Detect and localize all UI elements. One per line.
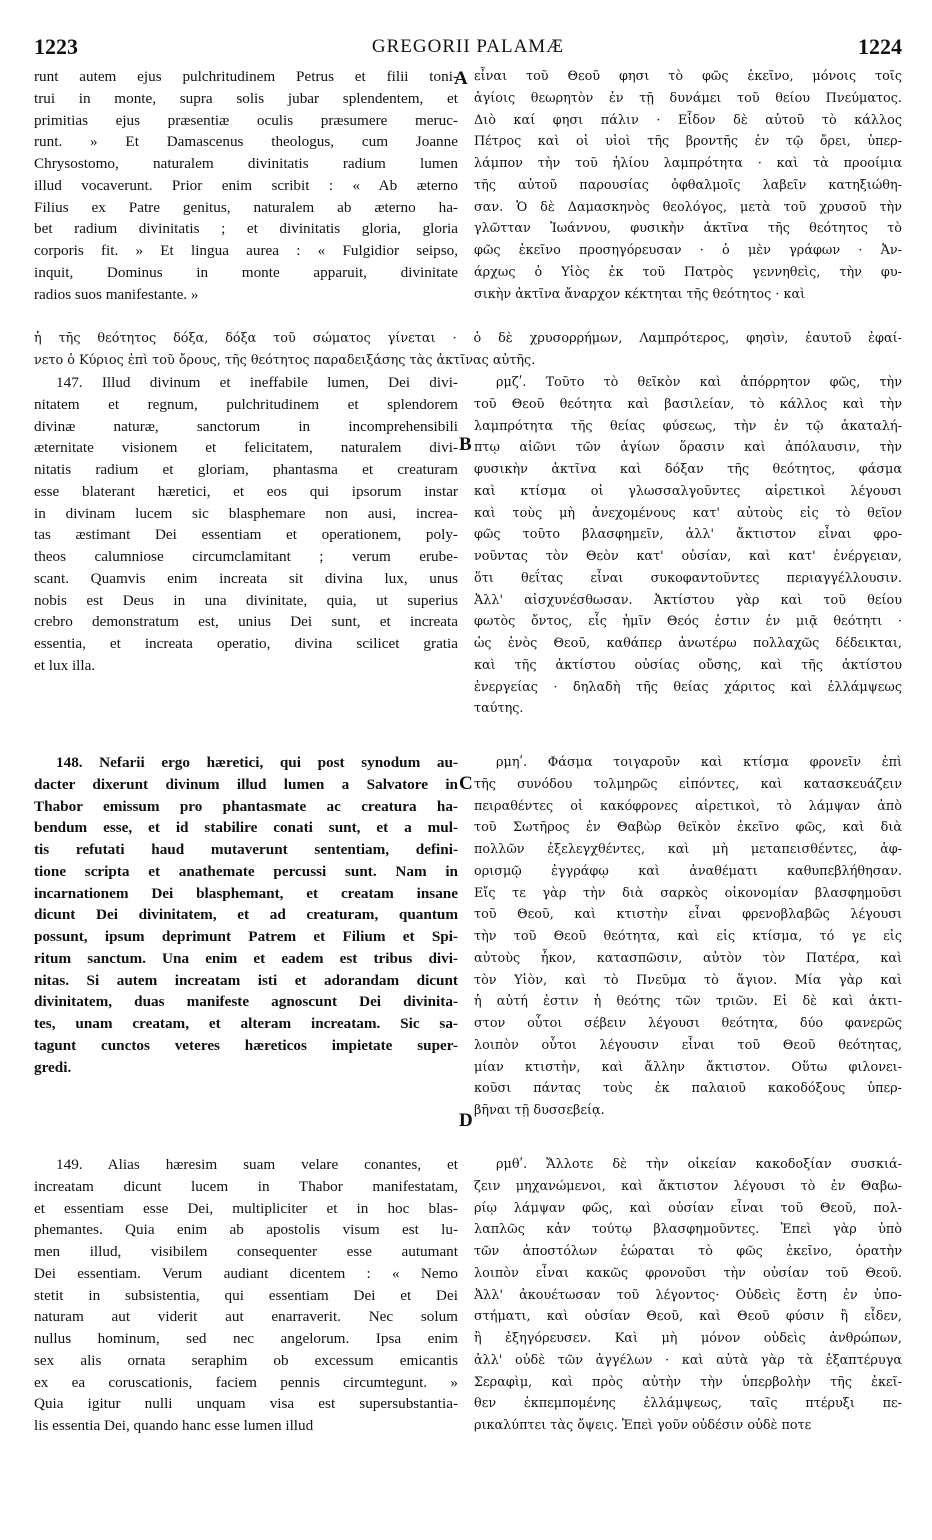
text-line: ρμθʹ. Ἄλλοτε δὲ τὴν οἰκείαν κακοδοξίαν συσκιά- — [496, 1157, 902, 1172]
text-line: σαν. Ὁ δὲ Δαμασκηνὸς θεολόγος, μετὰ τοῦ χρυσοῦ τὴν — [474, 199, 902, 215]
greek-section-149 — [474, 1154, 902, 1437]
text-line: illud vocaverunt. Prior enim scribit : « Ab æterno — [34, 176, 458, 194]
text-line: φῶς τοῦτο βλασφημεῖν, ἀλλ' ἄκτιστον εἶναι φρο- — [474, 527, 902, 543]
text-line: ρικαλύπτει τὰς ὄψεις. Ἐπεὶ γοῦν οὐδέσιν οὐδὲ ποτε — [474, 1418, 812, 1433]
text-line: possunt, ipsum deprimunt Patrem et Filium et Spi- — [34, 928, 458, 945]
text-line: nitatem et regnum, pulchritudinem et splendorem — [34, 395, 458, 413]
text-line: Σεραφὶμ, καὶ πρὸς αὐτὴν τὴν ὑπερβολὴν τῆς ἐκεῖ- — [474, 1374, 902, 1390]
text-line: θεν ἐκπεμπομένης ἐλλάμψεως, ταῖς πτέρυξι πε- — [474, 1396, 902, 1412]
text-line: τῆς συνόδου τολμηρῶς εἰπόντες, καὶ κατασκευάζειν — [474, 776, 902, 792]
text-line: ταύτης. — [474, 701, 524, 717]
text-line: τοῦ Θεοῦ θεότητα καὶ βασιλείαν, τὸ κάλλος καὶ τὴν — [474, 396, 902, 412]
text-line: nitatis radium et gloriam, phantasma et creaturam — [34, 461, 458, 478]
text-line: runt autem ejus pulchritudinem Petrus et filii toni- — [34, 68, 458, 85]
text-line: primitias ejus præsentiæ oculis præsumere meruc- — [34, 111, 458, 129]
page-number-right: 1224 — [858, 34, 902, 59]
page-number-left: 1223 — [34, 34, 78, 59]
text-line: πολλῶν ἐξελεγχθέντες, καὶ μὴ μεταπεισθέντες, ἀφ- — [474, 842, 902, 857]
text-line: σικὴν ἀκτῖνα ἄναρχον κέκτηται τῆς θεότητος · καὶ — [474, 286, 806, 302]
text-line: νετο ὁ Κύριος ἐπὶ τοῦ ὄρους, τῆς θεότητος παραδειξάσης τὰς ἀκτῖνας αὐτῆς. — [34, 352, 536, 368]
text-line: ζειν μηχανώμενοι, καὶ ἄκτιστον λέγουσι τὸ ἐν Θαβω- — [474, 1178, 902, 1194]
text-line: Filius ex Patre genitus, naturalem ab æterno ha- — [34, 198, 458, 216]
text-line: Thabor emissum pro phantasmate ac creatura ha- — [34, 797, 458, 815]
text-line: Ἀλλ' ἀκουέτωσαν τοῦ λέγοντος· Οὐδεὶς ἔστη ἐν ὑπο- — [474, 1287, 902, 1303]
text-line: stetit in subsistentia, qui essentiam Dei et Dei — [34, 1286, 458, 1304]
text-line: Dei essentiam. Verum audiant dicentem : « Nemo — [34, 1264, 458, 1282]
text-line: crebro demonstratum est, unius Dei sunt, et increata — [34, 613, 458, 631]
text-line: radios suos manifestante. » — [34, 285, 199, 303]
text-line: τῶν ἀποστόλων ἑώραται τὸ φῶς ἐκεῖνο, ὁρατὴν — [474, 1244, 902, 1259]
section-marker-c: C — [459, 773, 473, 794]
running-title: GREGORII PALAMÆ — [371, 36, 565, 57]
text-line: divinæ naturæ, sanctorum in incomprehensibili — [34, 417, 458, 435]
text-line: νοῦντας τὸν Θεὸν κατ' οὐσίαν, καὶ κατ' ἐνέργειαν, — [474, 549, 902, 564]
text-line: tione scripta et anathemate percussi sunt. Nam in — [34, 862, 458, 880]
text-line: in divinam lucem sic blasphemare non ausi, increa- — [34, 504, 458, 522]
text-line: increatam dicunt lucem in Thabor manifestatam, — [34, 1177, 458, 1195]
text-line: ὅτι θεΐτας εἶναι συκοφαντοῦντες περιαγγέλλουσιν. — [474, 570, 902, 586]
text-line: γλῶτταν Ἰωάννου, φυσικὴν ἀκτῖνα τῆς θεότητος τὸ — [474, 221, 902, 237]
text-line: ἐνεργείας · δηλαδὴ τῆς θείας χάριτος καὶ ἐλλάμψεως — [474, 679, 902, 695]
text-line: dacter dixerunt divinum illud lumen a Salvatore in — [34, 775, 458, 793]
text-line: tis refutati haud mutaverunt sententiam, defini- — [34, 841, 458, 858]
text-line: μίαν κτιστὴν, καὶ ἄλλην ἄκτιστον. Οὕτω φιλονει- — [474, 1059, 902, 1075]
greek-section-148 — [474, 752, 902, 1122]
page-header — [34, 34, 902, 64]
text-line: τῆς αὐτοῦ παρουσίας ὀφθαλμοῖς λαβεῖν κατηξιώθη- — [474, 177, 902, 193]
text-line: ορισμῷ ἐγγράφῳ καὶ ἀναθέματι καθυπεβλήθησαν. — [474, 863, 902, 879]
text-line: 149. Alias hæresim suam velare conantes, et — [56, 1156, 458, 1173]
text-line: καὶ κτίσμα οἱ γλωσσαλγοῦντες αἱρετικοὶ λέγουσι — [474, 483, 902, 499]
text-line: Ἀλλ' αἰσχυνέσθωσαν. Ἀκτίστου γὰρ καὶ τοῦ θείου — [474, 592, 902, 608]
text-line: ρμηʹ. Φάσμα τοιγαροῦν καὶ κτίσμα φρονεῖν ἐπὶ — [496, 755, 902, 770]
text-line: dicunt Dei divinitatem, et ad creaturam, quantum — [34, 906, 458, 924]
text-line: runt. » Et Damascenus theologus, cum Joanne — [34, 133, 458, 151]
text-line: ex ea coruscationis, faciem pennis circumtegunt. » — [34, 1373, 458, 1391]
text-line: κοῦσι πάντας τοὺς ἐκ παλαιοῦ κακοδόξους ὑπερ- — [474, 1081, 902, 1097]
text-line: sex alis ornata seraphim ob excessum emicantis — [34, 1351, 458, 1369]
text-line: esse blaterant hæretici, et eos qui ipsorum instar — [34, 482, 458, 500]
text-line: εἶναι τοῦ Θεοῦ φησι τὸ φῶς ἐκεῖνο, μόνοις τοῖς — [474, 69, 902, 84]
text-line: bendum esse, et id stabilire conati sunt, et a mul- — [34, 819, 458, 837]
text-line: 147. Illud divinum et ineffabile lumen, Dei divi- — [56, 374, 458, 391]
text-line: καὶ τοὺς μὴ ἀνεχομένους κατ' αὐτοὺς εἰς τὸ θεῖον — [474, 505, 902, 521]
text-line: φυσικὴν ἀκτῖνα καὶ δόξαν τῆς θεότητος, φάσμα — [474, 462, 902, 477]
text-line: tes, unam creatam, et alteram increatam. Sic sa- — [34, 1015, 458, 1032]
text-line: nullus hominum, sed nec angelorum. Ipsa enim — [34, 1330, 458, 1347]
greek-column-top — [474, 66, 902, 305]
text-line: λοιπὸν οὗτοι λέγουσιν εἶναι τοῦ Θεοῦ θεότητας, — [474, 1037, 902, 1053]
text-line: essentia, et increata operatio, divina scilicet gratia — [34, 635, 458, 652]
text-line: τοῦ Σωτῆρος ἐν Θαβὼρ θεϊκὸν ἐκεῖνο φῶς, καὶ διὰ — [474, 820, 902, 836]
text-line: λαμπρότητα τῆς θείας φύσεως, τὴν ἐν τῷ ἀκαταλή- — [474, 418, 902, 434]
text-line: corporis fit. » Et lingua aurea : « Fulgidior seipso, — [34, 242, 458, 259]
text-line: incarnationem Dei blasphemant, et creatam insane — [34, 884, 458, 902]
text-line: tas æstimant Dei essentiam et operationem, poly- — [34, 526, 458, 544]
text-line: τὴν τοῦ Θεοῦ θεότητα, καὶ εἰς κτίσμα, τό γε εἰς — [474, 929, 902, 944]
text-line: Εἴς τε γὰρ τὴν διὰ σαρκὸς οἰκονομίαν βλασφημοῦσι — [474, 885, 902, 901]
text-line: ρίῳ λάμψαν φῶς, καὶ οὐσίαν εἶναι τοῦ Θεοῦ, πολ- — [474, 1200, 902, 1216]
text-line: ἢ ἐξηγόρευσεν. Καὶ μὴ μόνον οὐδεὶς ἀνθρώπων, — [474, 1331, 902, 1346]
section-marker-b: B — [459, 434, 472, 455]
text-line: λάμπον τὴν τοῦ ἡλίου λαμπρότητα · καὶ τὰ προοίμια — [474, 156, 902, 171]
text-line: Διὸ καί φησι πάλιν · Εἶδον δὲ αὐτοῦ τὸ κάλλος — [474, 112, 902, 128]
text-line: Quia igitur nulli unquam visa est supersubstantia- — [34, 1395, 458, 1413]
section-marker-d: D — [459, 1110, 473, 1131]
text-line: λοιπὸν εἶναι κακῶς φρονοῦσι τὴν οὐσίαν τοῦ Θεοῦ. — [474, 1265, 902, 1281]
text-line: τὸν Υἱὸν, καὶ τὸ Πνεῦμα τὸ ἅγιον. Μία γὰρ καὶ — [474, 972, 902, 988]
text-line: trui in monte, supra solis jubar splendentem, et — [34, 89, 458, 107]
text-line: 148. Nefarii ergo hæretici, qui post synodum au- — [56, 754, 458, 771]
text-line: φῶς ἐκεῖνο προσηγόρευσαν · ὁ μὲν γράφων · Ἀν- — [474, 243, 902, 258]
text-line: φωτὸς ὄντος, εἷς ἡμῖν Θεός ἐστιν ἐν μιᾷ θεότητι · — [474, 614, 902, 630]
text-line: ἀλλ' οὐδὲ τῶν ἀγγέλων · καὶ αὐτὰ γὰρ τὰ ἑξαπτέρυγα — [474, 1352, 902, 1368]
latin-section-147 — [34, 372, 458, 677]
text-line: ὡς ἑνὸς Θεοῦ, καθάπερ ἀνωτέρω πολλαχῶς δέδεικται, — [474, 636, 902, 651]
latin-section-149 — [34, 1154, 458, 1437]
text-line: nobis est Deus in una divinitate, quia, ut superius — [34, 591, 458, 609]
text-line: αὐτοὺς ἧκον, κατασπῶσιν, αὐτὸν τὸν Πατέρα, καὶ — [474, 950, 902, 966]
text-line: tagunt cunctos veteres hæreticos impietate super- — [34, 1036, 458, 1054]
text-line: theos calumniose circumclamitant ; verum erube- — [34, 548, 458, 565]
latin-column-top — [34, 66, 458, 305]
text-line: ἡ τῆς θεότητος δόξα, δόξα τοῦ σώματος γίνεται · ὁ δὲ χρυσορρήμων, Λαμπρότερος, φησὶν, ἑαυτοῦ ἐφαί- — [34, 331, 902, 346]
text-line: Chrysostomo, naturalem divinitatis radium lumen — [34, 155, 458, 172]
text-line: scant. Quamvis enim increata sit divina lux, unus — [34, 569, 458, 587]
text-line: ritum sanctum. Una enim et eadem est tribus divi- — [34, 949, 458, 967]
text-line: τοῦ Θεοῦ, καὶ κτιστὴν εἶναι φρενοβλαβῶς λέγουσι — [474, 907, 902, 923]
text-line: nitas. Si autem increatam isti et adorandam dicunt — [34, 971, 458, 989]
text-line: phemantes. Quia enim ab apostolis visum est lu- — [34, 1221, 458, 1239]
text-line: ρμζʹ. Τοῦτο τὸ θεῖκὸν καὶ ἀπόρρητον φῶς, τὴν — [496, 375, 902, 390]
text-line: πειραθέντες οἱ κακόφρονες αἱρετικοὶ, τὸ λάμψαν ἀπὸ — [474, 798, 902, 814]
text-line: άρχως ὁ Υἱὸς ἐκ τοῦ Πατρὸς γεννηθεὶς, τὴν φυ- — [474, 264, 902, 280]
text-line: στήματι, καὶ οὐσίαν Θεοῦ, καὶ Θεοῦ φύσιν ἢ εἶδεν, — [474, 1309, 902, 1325]
text-line: bet radium divinitatis ; et divinitatis gloria, gloria — [34, 220, 458, 238]
text-line: λαπλῶς κἀν τούτῳ βλασφημοῦντες. Ἐπεὶ γὰρ ὑπὸ — [474, 1222, 902, 1238]
section-marker-a: A — [454, 68, 468, 89]
text-line: lis essentia Dei, quando hanc esse lumen illud — [34, 1417, 314, 1434]
text-line: ἡ αὐτή ἐστιν ἡ θεότης τῶν τριῶν. Εἰ δὲ καὶ ἀκτι- — [474, 994, 902, 1010]
text-line: et essentiam esse Dei, multipliciter et in hoc blas- — [34, 1199, 458, 1217]
text-line: στον οὗτοι σέβειν λέγουσι θεότητα, δύο φανερῶς — [474, 1016, 902, 1031]
text-line: ἁγίοις θεωρητὸν ἐν τῇ δυνάμει τοῦ θείου Πνεύματος. — [474, 90, 902, 106]
greek-full-width-lines — [34, 328, 902, 372]
text-line: gredi. — [34, 1058, 72, 1076]
text-line: πτῳ αἰῶνι τῶν ἁγίων ὅρασιν καὶ ἀπόλαυσιν, τὴν — [474, 440, 902, 456]
text-line: naturam aut viderit aut enarraverit. Nec solum — [34, 1308, 458, 1326]
text-line: et lux illa. — [34, 656, 96, 674]
text-line: Πέτρος καὶ οἱ υἱοὶ τῆς βροντῆς ἐν τῷ ὄρει, ὑπερ- — [474, 134, 902, 150]
latin-section-148 — [34, 752, 458, 1078]
greek-section-147 — [474, 372, 902, 720]
text-line: divinitatem, duas manifeste agnoscunt Dei divinita- — [34, 993, 458, 1011]
text-line: βῆναι τῇ δυσσεβείᾳ. — [474, 1103, 605, 1118]
text-line: æternitate visionem et felicitatem, naturalem divi- — [34, 439, 458, 457]
text-line: καὶ τῆς ἀκτίστου οὐσίας οὔσης, καὶ τῆς ἀκτίστου — [474, 657, 902, 673]
text-line: inquit, Dominus in monte apparuit, divinitate — [34, 263, 458, 281]
text-line: men illud, visibilem consequenter esse autumant — [34, 1243, 458, 1260]
